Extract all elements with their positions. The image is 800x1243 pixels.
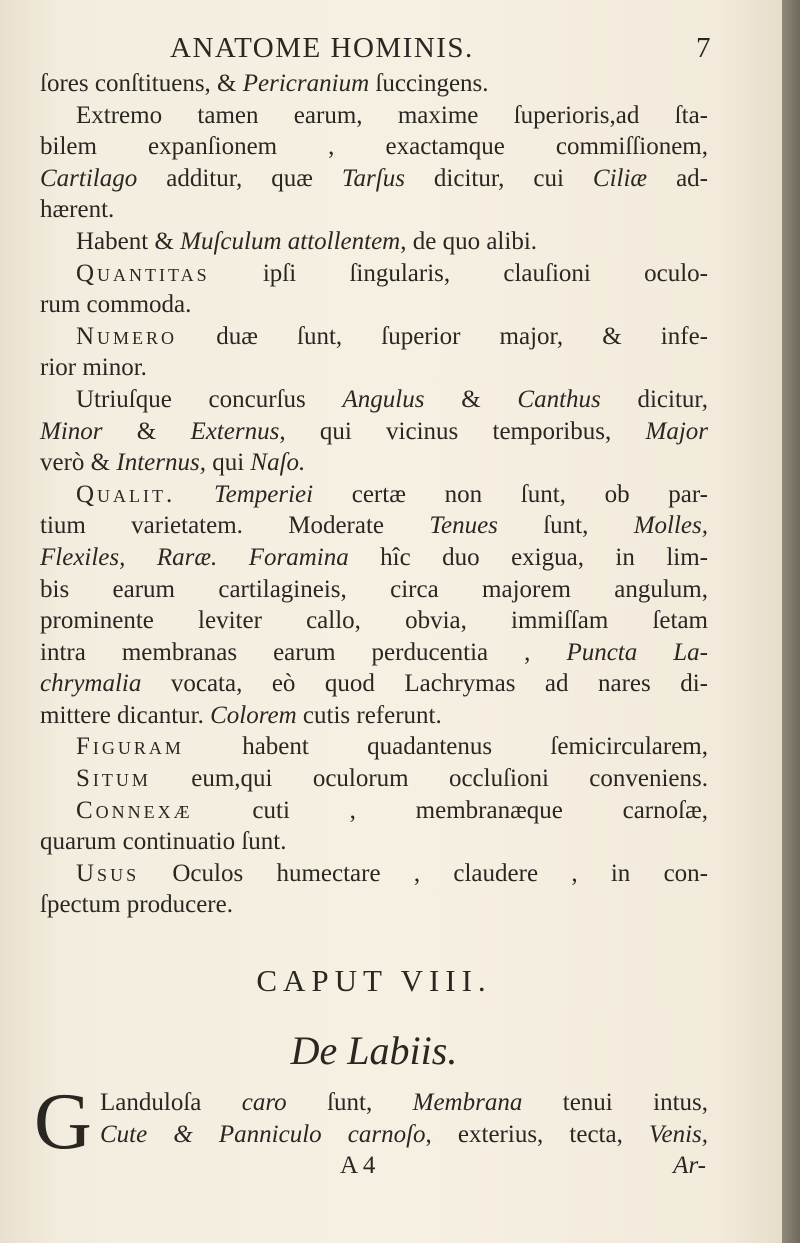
small-caps-text: Connexæ — [76, 796, 193, 824]
text-segment: qui — [205, 449, 251, 477]
text-line — [40, 131, 708, 163]
chapter-heading: CAPUT VIII. — [256, 963, 492, 999]
text-segment: cuti , membranæque carnoſæ, — [192, 796, 708, 824]
text-line — [40, 258, 708, 290]
text-segment — [217, 544, 248, 571]
text-segment: rum commoda. — [40, 291, 192, 319]
running-header — [40, 28, 712, 68]
text-line — [40, 163, 708, 195]
text-segment: intra membranas earum perducentia , — [40, 638, 567, 666]
text-segment: dicitur, cui — [404, 164, 593, 192]
italic-text: Cute & Panniculo carnoſo — [100, 1120, 426, 1148]
text-segment: ſuccingens. — [369, 70, 489, 97]
text-line — [40, 668, 708, 700]
signature-mark: A 4 — [340, 1152, 376, 1180]
text-line — [40, 826, 708, 858]
italic-text: Canthus — [517, 385, 601, 413]
text-segment: rior minor. — [40, 354, 147, 382]
text-segment: bilem expanſionem , exactamque commiſſionem, — [40, 133, 708, 161]
italic-text: chrymalia — [40, 670, 142, 698]
text-line — [40, 510, 708, 542]
italic-text: Internus, — [116, 449, 206, 477]
text-segment: verò & — [40, 449, 117, 477]
text-segment: hærent. — [40, 196, 115, 224]
italic-text: caro — [241, 1089, 287, 1117]
text-line — [40, 100, 708, 132]
text-line — [40, 542, 708, 574]
text-line — [40, 795, 708, 827]
catchword: Ar- — [673, 1152, 706, 1180]
text-line — [40, 605, 708, 637]
italic-text: Angulus — [342, 385, 425, 413]
text-segment: ipſi ſingularis, clauſioni oculo- — [209, 259, 708, 287]
text-segment: & — [102, 417, 191, 445]
italic-text: Foramina — [248, 543, 349, 571]
text-segment: tenui intus, — [522, 1089, 709, 1117]
small-caps-text: Quantitas — [76, 259, 210, 287]
page-number: 7 — [696, 32, 712, 64]
italic-text: Colorem — [210, 701, 297, 729]
small-caps-text: Numero — [76, 322, 178, 350]
italic-text: Externus — [190, 417, 280, 445]
italic-text: Muſculum attollentem — [180, 227, 401, 255]
text-line — [40, 289, 708, 321]
text-segment: hîc duo exigua, in lim- — [348, 543, 708, 571]
italic-text: Ciliæ — [592, 164, 648, 192]
text-segment: ſpectum producere. — [40, 891, 233, 919]
small-caps-text: Figuram — [76, 733, 184, 761]
text-segment: habent quadantenus ſemicircularem, — [183, 733, 708, 761]
text-segment: prominente leviter callo, obvia, immiſſam ſetam — [40, 607, 708, 635]
text-segment: mittere dicantur. — [40, 701, 211, 729]
text-line — [40, 352, 708, 384]
italic-text: Cartilago — [40, 164, 138, 192]
text-line — [40, 574, 708, 606]
text-line — [40, 700, 708, 732]
text-line — [40, 447, 708, 479]
italic-text: Flexiles, Raræ. — [40, 543, 218, 571]
text-segment: ſunt, — [497, 512, 634, 540]
text-segment: Landuloſa — [100, 1089, 242, 1117]
text-segment: , exterius, tecta, — [425, 1120, 649, 1148]
text-line — [40, 479, 708, 511]
italic-text: Temperiei — [213, 480, 314, 508]
small-caps-text: Situm — [76, 765, 151, 793]
italic-text: Membrana — [412, 1089, 523, 1117]
text-line — [40, 226, 708, 258]
opening-lines — [40, 1087, 708, 1150]
text-segment: dicitur, — [600, 385, 708, 413]
text-segment: , de quo alibi. — [400, 227, 538, 255]
text-segment: ad- — [647, 164, 709, 192]
drop-cap: G — [34, 1078, 92, 1167]
text-segment: eum,qui oculorum occluſioni conveniens. — [150, 765, 708, 793]
text-segment: Extremo tamen earum, maxime ſuperioris,ad ſta- — [76, 101, 708, 129]
italic-text: Puncta La- — [566, 638, 708, 666]
text-line — [40, 889, 708, 921]
italic-text: Pericranium — [242, 70, 370, 97]
small-caps-text: Usus — [76, 859, 140, 887]
chapter-subtitle: De Labiis. — [290, 1028, 458, 1074]
text-line — [40, 1087, 708, 1119]
text-line — [40, 763, 708, 795]
page-footer — [40, 1150, 708, 1182]
text-line — [40, 321, 708, 353]
italic-text: Molles, — [633, 512, 708, 540]
italic-text: Naſo. — [250, 449, 306, 477]
text-segment: bis earum cartilagineis, circa majorem angulum, — [40, 575, 708, 603]
page-edge-shadow — [782, 0, 800, 1243]
text-segment: quarum continuatio ſunt. — [40, 828, 287, 856]
italic-text: Major — [645, 417, 708, 445]
text-segment: certæ non ſunt, ob par- — [313, 480, 708, 508]
italic-text: Venis, — [648, 1120, 708, 1148]
text-line — [40, 194, 708, 226]
text-segment: , qui vicinus temporibus, — [279, 417, 646, 445]
text-segment: ſores conſtituens, & — [40, 70, 243, 97]
text-segment: & — [424, 385, 518, 413]
italic-text: Tenues — [429, 512, 498, 540]
text-segment: additur, quæ — [137, 164, 342, 192]
italic-text: Minor — [40, 417, 103, 445]
text-line — [40, 731, 708, 763]
text-line — [40, 416, 708, 448]
text-line — [40, 384, 708, 416]
text-segment: tium varietatem. Moderate — [40, 512, 430, 540]
text-segment: ſunt, — [286, 1089, 413, 1117]
body-paragraphs — [40, 68, 708, 921]
text-segment: Oculos humectare , claudere , in con- — [139, 859, 708, 887]
italic-text: Tarſus — [341, 164, 405, 192]
page-text — [34, 28, 712, 1182]
text-line — [40, 637, 708, 669]
text-line — [40, 68, 708, 100]
text-line — [40, 1119, 708, 1151]
small-caps-text: Qualit. — [76, 480, 176, 508]
running-title: ANATOME HOMINIS. — [170, 32, 474, 64]
text-segment: vocata, eò quod Lachrymas ad nares di- — [141, 670, 708, 698]
text-segment: Habent & — [76, 227, 181, 255]
text-line — [40, 858, 708, 890]
text-segment: cutis referunt. — [296, 701, 442, 729]
text-segment — [175, 481, 214, 508]
text-segment: Utriuſque concurſus — [76, 385, 343, 413]
text-segment: duæ ſunt, ſuperior major, & infe- — [177, 322, 708, 350]
